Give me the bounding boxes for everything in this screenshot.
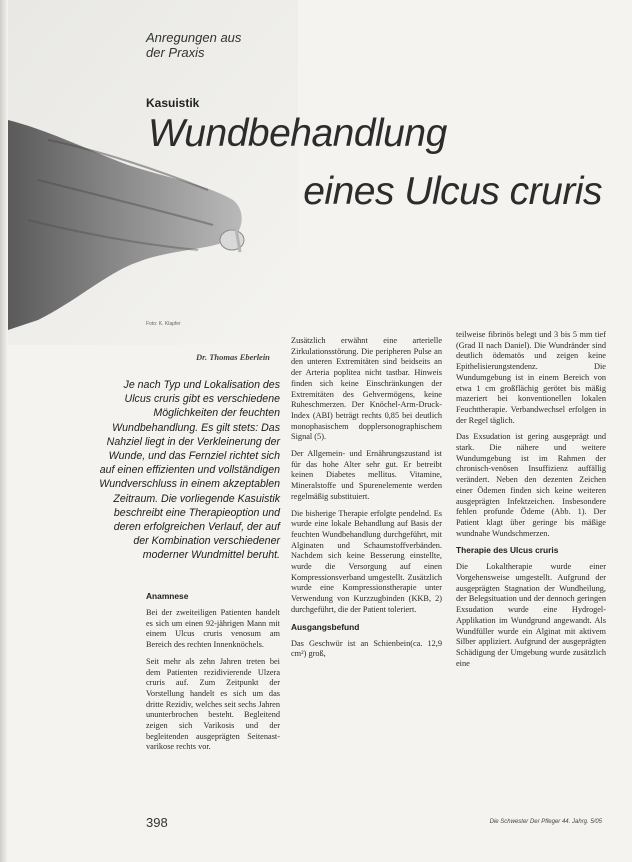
body-paragraph: Zusätzlich erwähnt eine arterielle Zirkulationsstörung. Die peripheren Pulse an den unteren Extremitäten sind beidseits an der Arteria poplitea nicht tastbar. Hinweis finden sich keine Einschränkungen der Extremitäten des Gehvermögens, keine Ruheschmerzen. Der Knöchel-Arm-Druck-Index (ABI) beträgt rechts 0,85 bei deutlich monophasischem dopplersonographischem Signal (5). [291,336,442,442]
section-label-line1: Anregungen aus [146,30,242,45]
body-paragraph: Das Exsudation ist gering ausgeprägt und stark. Die nähere und weitere Wundumgebung ist im Rahmen der chronisch-venösen Insuffizienz auffällig verändert. Neben den dezenten Zeichen einer Ödemen finden sich keine weiteren ausgeprägten Infektzeichen. Insbesondere fehlen profunde Ödeme (Abb. 1). Der Patient klagt über geringe bis mäßige wundnahe Wundschmerzen. [456,432,606,538]
column-right [456,330,606,675]
article-title-line2: eines Ulcus cruris [303,170,602,213]
body-paragraph: Bei der zweiteiligen Patienten handelt es sich um einen 92-jährigen Mann mit einem Ulcus cruris venosum am Bereich des rechten Innenknöchels. [146,608,280,650]
section-label [146,30,241,60]
section-label-line2: der Praxis [146,45,205,60]
kicker: Kasuistik [146,96,200,110]
body-paragraph: Seit mehr als zehn Jahren treten bei dem Patienten rezidivierende Ulzera cruris auf. Zum Zeitpunkt der Vorstellung handelt es sich um das dritte Rezidiv, welches seit sechs Jahren ununterbrochen besteht. Begleitend zeigen sich Varikosis und der begleitenden ausgeprägten Seitenast-varikose rechts vor. [146,656,280,752]
body-paragraph: Der Allgemein- und Ernährungszustand ist für das hohe Alter sehr gut. Er betreibt keinen Diabetes mellitus. Vitamine, Mineralstoffe und Spurenelemente werden regelmäßig substituiert. [291,449,442,501]
article-title-line1: Wundbehandlung [148,112,447,155]
column-left [146,587,280,759]
heading-therapie: Therapie des Ulcus cruris [456,545,559,556]
heading-ausgangsbefund: Ausgangsbefund [291,621,360,632]
author-byline: Dr. Thomas Eberlein [196,352,270,362]
column-middle [291,336,442,666]
body-paragraph: Die bisherige Therapie erfolgte pendelnd. Es wurde eine lokale Behandlung auf Basis der feuchten Wundbehandlung durchgeführt, mit Alginaten und Schaumstoffverbänden. Nachdem sich keine Besserung einstellte, wurde die Versorgung auf einen Kompressionsverband umgestellt. Zusätzlich wurde eine Kompressionstherapie unter Verwendung von Kurzzugbinden (KKB, 2) durchgeführt, die der Patient toleriert. [291,508,442,614]
photo-credit: Foto: K. Klapfer [146,321,181,327]
scan-shadow [0,0,8,862]
lead-paragraph: Je nach Typ und Lokalisation des Ulcus cruris gibt es verschiedene Möglichkeiten der feuchten Wundbehandlung. Es gilt stets: Das Nahziel liegt in der Verkleinerung der Wunde, und das Fernziel richtet sich auf einen effizienten und vollständigen Wundverschluss in einem akzeptablen Zeitraum. Die vorliegende Kasuistik beschreibt eine Therapieoption und deren erfolgreichen Verlauf, der auf der Kombination verschiedener moderner Wundmittel beruht. [99,379,280,562]
body-paragraph: Die Lokaltherapie wurde einer Vorgehensweise umgestellt. Aufgrund der ausgeprägten Stagnation der Wundheilung, der Belegsituation und der dennoch geringen Exsudation wurde eine Hydrogel-Applikation im Wundgrund angewandt. Als Wundfüller wurde ein Alginat mit aktivem Silber appliziert. Aufgrund der ausgeprägten Schädigung der Umgebung wurde zusätzlich eine [456,562,606,668]
heading-anamnese: Anamnese [146,591,189,601]
body-paragraph: teilweise fibrinös belegt und 3 bis 5 mm tief (Grad II nach Daniel). Die Wundränder sind deutlich ödematös und zeigen keine Epithelisierungstendenz. Die Wundumgebung ist in einem Bereich von etwa 1 cm großflächig gerötet bis mäßig mazeriert bei konventionellen lokalen Feuchttherapie. Verbandwechsel erfolgen in der Regel täglich. [456,330,606,425]
body-paragraph: Das Geschwür ist an Schienbein(ca. 12,9 cm²) groß, [291,638,442,659]
page-number: 398 [146,815,168,830]
journal-reference: Die Schwester Der Pfleger 44. Jahrg. 5/05 [489,819,602,825]
